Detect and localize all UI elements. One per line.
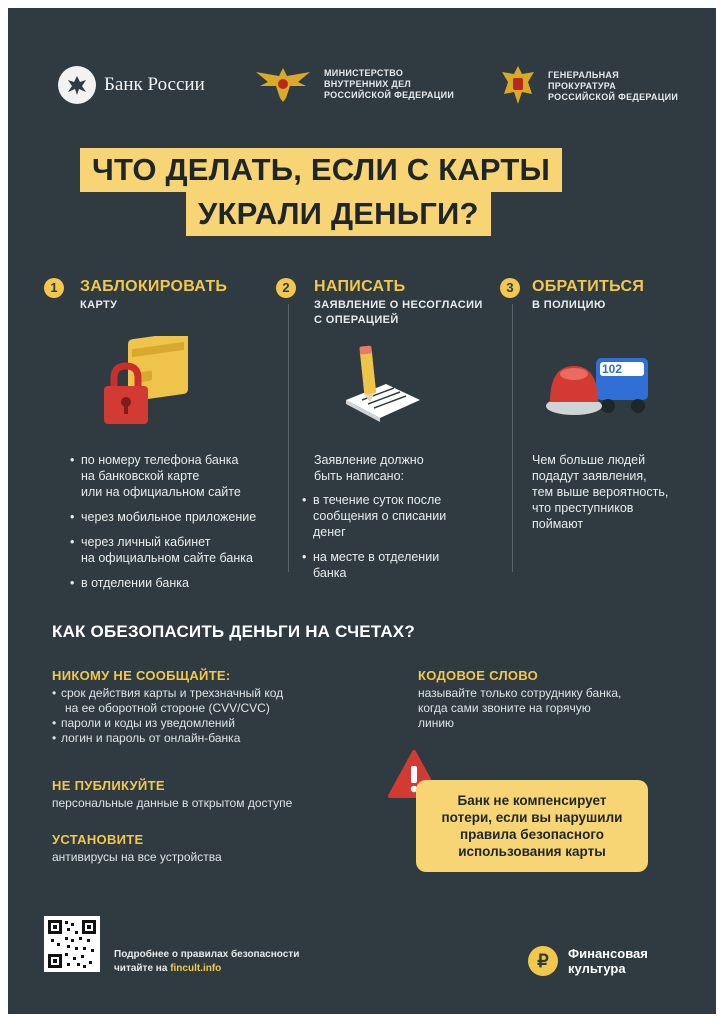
step-2-sub [314,298,483,328]
text-line: Банк не компенсирует [457,793,607,808]
list-item [70,509,290,525]
text-line: на ее оборотной стороне (CVV/CVC) [65,701,270,715]
codeword-heading: КОДОВОЕ СЛОВО [418,668,539,683]
list-item [52,716,372,731]
list-item [70,575,290,591]
text-line: Заявление должно [314,453,424,467]
install-heading: УСТАНОВИТЕ [52,832,144,847]
step-1-heading: ЗАБЛОКИРОВАТЬ [80,278,228,295]
text-line: Чем больше людей [532,453,646,467]
list-item [52,731,372,746]
no-share-list [52,686,372,746]
no-share-heading: НИКОМУ НЕ СООБЩАЙТЕ: [52,668,231,683]
protect-heading: КАК ОБЕЗОПАСИТЬ ДЕНЬГИ НА СЧЕТАХ? [52,622,415,641]
text-line: поймают [532,517,584,531]
mvd-eagle-icon [252,64,314,104]
prosecutor-logo [498,64,688,108]
text-line: или на официальном сайте [81,485,241,499]
step-3-text [532,452,668,532]
text-line: сообщения о списании [313,509,447,523]
codeword-text [418,686,621,731]
step-2-sub-line-2: С ОПЕРАЦИЕЙ [314,314,399,326]
text-line: называйте только сотруднику банка, [418,686,622,700]
text-line: потери, если вы нарушили [441,810,623,825]
brand-line-2: культура [568,961,626,976]
footer-info [114,948,299,976]
poster [8,8,716,1014]
footer-read-line [114,962,299,976]
text-line: использования карты [458,844,606,859]
list-item [52,686,372,716]
text-line: банка [313,566,347,580]
no-publish-heading: НЕ ПУБЛИКУЙТЕ [52,778,165,793]
text-line: подадут заявления, [532,469,647,483]
qr-code-icon [47,919,97,969]
text-line: • в течение суток после [313,493,442,507]
text-line: • на месте в отделении [313,550,440,564]
ruble-icon: ₽ [528,946,558,976]
locked-card-icon [98,336,198,436]
step-1-sub: КАРТУ [80,299,118,311]
bank-name: Банк России [104,74,205,95]
step-3-sub: В ПОЛИЦИЮ [532,299,606,311]
prosecutor-line-1: ГЕНЕРАЛЬНАЯ ПРОКУРАТУРА [548,69,619,91]
step-3-number: 3 [500,278,520,298]
text-line: правила безопасного [459,827,605,842]
text-line: линию [418,716,455,730]
step-1-list [70,452,290,600]
step-2-list [302,492,502,590]
step-2-intro [314,452,424,484]
text-line: • по номеру телефона банка [81,453,239,467]
text-line: что преступников [532,501,634,515]
text-line: • через личный кабинет [81,535,211,549]
text-line: • пароли и коды из уведомлений [61,716,235,730]
text-line: • срок действия карты и трехзначный код [61,686,284,700]
install-text: антивирусы на все устройства [52,850,222,864]
pen-document-icon [338,342,428,432]
qr-code[interactable] [44,916,100,972]
title-line-2: УКРАЛИ ДЕНЬГИ? [186,192,491,236]
footer-more-text: Подробнее о правилах безопасности [114,949,300,960]
text-line: на банковской карте [81,469,200,483]
step-3-heading: ОБРАТИТЬСЯ [532,278,645,295]
step-2-sub-line-1: ЗАЯВЛЕНИЕ О НЕСОГЛАСИИ [314,299,483,311]
mvd-logo [252,64,464,104]
list-item [70,534,290,566]
text-line: • через мобильное приложение [81,510,257,524]
step-1-number: 1 [44,278,64,298]
text-line: • в отделении банка [81,576,189,590]
footer-read-on: читайте на [114,963,171,974]
eagle-emblem-icon [58,66,96,104]
title-line-1: ЧТО ДЕЛАТЬ, ЕСЛИ С КАРТЫ [80,148,562,192]
police-siren-truck-icon [544,344,654,424]
list-item [302,549,502,581]
bank-of-russia-logo [58,66,205,104]
text-line: денег [313,525,346,539]
list-item [302,492,502,540]
text-line: тем выше вероятность, [532,485,669,499]
no-publish-text: персональные данные в открытом доступе [52,796,293,810]
warning-box [416,780,648,872]
text-line: • логин и пароль от онлайн-банка [61,731,241,745]
fin-culture-logo [568,946,648,976]
truck-number: 102 [602,362,623,376]
list-item [70,452,290,500]
text-line: быть написано: [314,469,404,483]
mvd-line-2: РОССИЙСКОЙ ФЕДЕРАЦИИ [324,89,455,100]
step-2-heading: НАПИСАТЬ [314,278,406,295]
prosecutor-line-2: РОССИЙСКОЙ ФЕДЕРАЦИИ [548,91,679,102]
step-2-number: 2 [276,278,296,298]
brand-line-1: Финансовая [568,946,648,961]
divider-2 [512,304,513,572]
prosecutor-emblem-icon [498,64,538,108]
text-line: когда сами звоните на горячую [418,701,591,715]
mvd-line-1: МИНИСТЕРСТВО ВНУТРЕННИХ ДЕЛ [324,67,412,89]
text-line: на официальном сайте банка [81,551,253,565]
fincult-link[interactable]: fincult.info [170,963,222,974]
